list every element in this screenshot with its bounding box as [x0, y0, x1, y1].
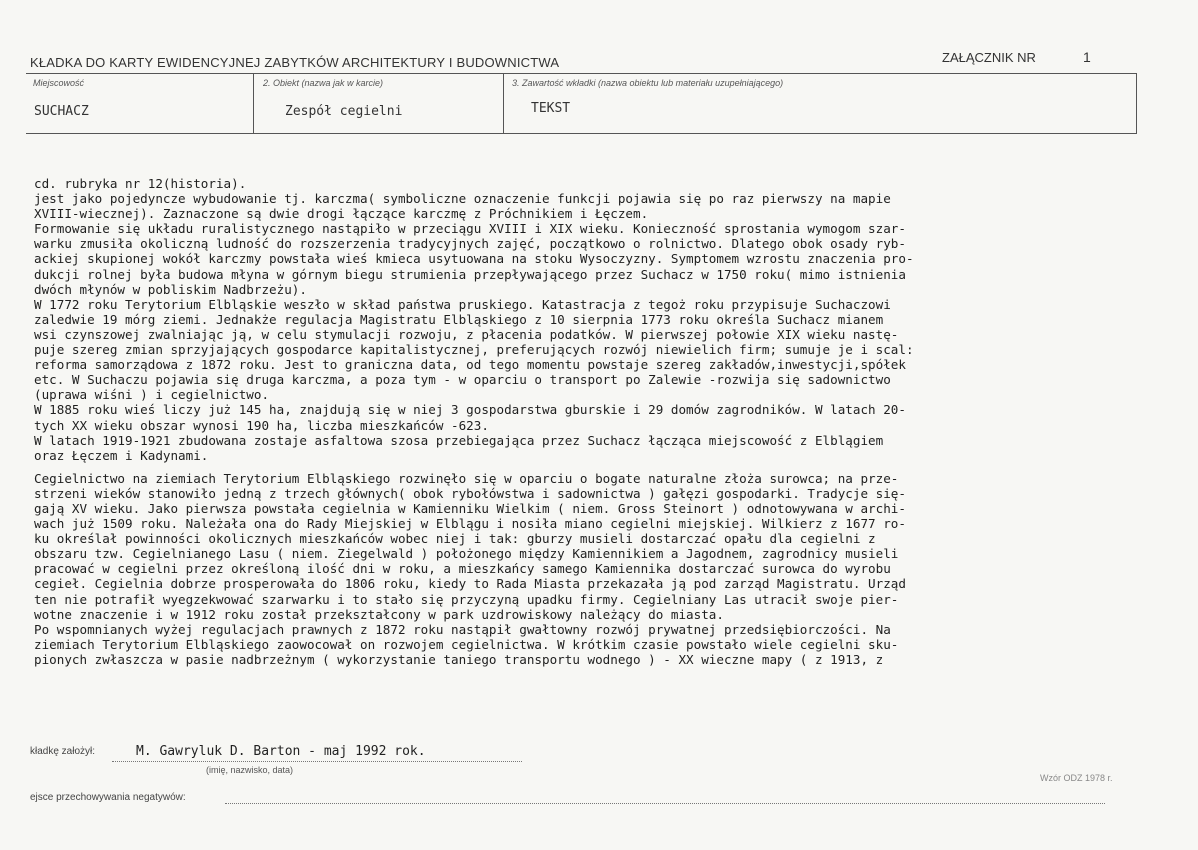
object-label: 2. Obiekt (nazwa jak w karcie) — [263, 78, 384, 88]
text-line: wach już 1509 roku. Należała ona do Rady Miejskiej w Elblągu i nosiła miano cegielni miejskiej. Wilkierz z 1677 ro- — [34, 516, 906, 532]
text-line: wsi czynszowej zwalniając ją, w celu stymulacji rozwoju, z płacenia podatków. W pierwszej połowie XIX wieku nastę- — [34, 326, 899, 342]
negatives-label: ejsce przechowywania negatywów: — [30, 792, 186, 803]
negatives-line — [225, 803, 1105, 804]
text-line: jest jako pojedyncze wybudowanie tj. karczma( symboliczne oznaczenie funkcji pojawia się po raz pierwszy na mapie — [34, 191, 891, 207]
fields-right-edge — [1136, 73, 1137, 134]
fields-divider-1 — [253, 74, 254, 134]
text-line: cegieł. Cegielnia dobrze prosperowała do 1806 roku, kiedy to Rada Miasta przekazała ją pod zarząd Magistratu. Urząd — [34, 576, 906, 592]
text-line: gają XV wieku. Jako pierwsza powstała cegielnia w Kamienniku Wielkim ( niem. Gross Steinort ) odnotowywana w archi- — [34, 500, 906, 516]
text-line: pracować w cegielni przez określoną ilość dni w roku, a mieszkańcy samego Kamiennika dostarczać surowca do wyrobu — [34, 561, 891, 577]
author-value: M. Gawryluk D. Barton - maj 1992 rok. — [136, 744, 426, 759]
text-line: Formowanie się układu ruralistycznego nastąpiło w przeciągu XVIII i XIX wieku. Konieczność sprostania wymogom szar- — [34, 221, 906, 237]
annex-number: 1 — [1083, 49, 1091, 65]
locality-label: Miejscowość — [33, 78, 85, 88]
history-text — [34, 176, 1184, 667]
content-label: 3. Zawartość wkładki (nazwa obiektu lub materiału uzupełniającego) — [512, 78, 784, 88]
print-mark: Wzór ODZ 1978 r. — [1040, 773, 1113, 783]
text-line: wotne znaczenie i w 1912 roku został przekształcony w park uzdrowiskowy należący do miasta. — [34, 606, 724, 622]
author-hint: (imię, nazwisko, data) — [206, 765, 294, 775]
header-rule — [26, 73, 1136, 74]
text-line: etc. W Suchaczu pojawia się druga karczma, a poza tym - w oparciu o transport po Zalewie -rozwija się sadownictwo — [34, 372, 891, 388]
locality-value: SUCHACZ — [34, 104, 89, 119]
author-label: kładkę założył: — [30, 746, 96, 757]
text-line: reforma samorządowa z 1872 roku. Jest to graniczna data, od tego momentu powstaje szereg zakładów,inwestycji,spółek — [34, 357, 906, 373]
paragraph-gap — [34, 463, 1184, 471]
text-line: ackiej skupionej wokół karczmy powstała wieś kmieca usytuowana na stoku Wysoczyzny. Symptomem wzrostu znaczenia pro- — [34, 251, 914, 267]
text-line: Cegielnictwo na ziemiach Terytorium Elbląskiego rozwinęło się w oparciu o bogate naturalne złoża surowca; na prze- — [34, 470, 899, 486]
text-line: warku zmusiła okoliczną ludność do rozszerzenia tradycyjnych zajęć, początkowo o rolnictwo. Dlatego obok osady ryb- — [34, 236, 906, 252]
card-title: KŁADKA DO KARTY EWIDENCYJNEJ ZABYTKÓW ARCHITEKTURY I BUDOWNICTWA — [30, 55, 560, 70]
text-line: pionych zwłaszcza w pasie nadbrzeżnym ( wykorzystanie taniego transportu wodnego ) - XX wieczne mapy ( z 1913, z — [34, 651, 884, 667]
text-line: puje szereg zmian sprzyjających gospodarce kapitalistycznej, preferujących rozwój niewielich firm; sumuje je i scal: — [34, 342, 914, 358]
fields-bottom-rule — [26, 133, 1136, 134]
text-line: W latach 1919-1921 zbudowana zostaje asfaltowa szosa przebiegająca przez Suchacz łącząca miejscowość z Elblągiem — [34, 432, 884, 448]
text-line: oraz Łęczem i Kadynami. — [34, 447, 209, 463]
author-line — [112, 761, 522, 762]
text-line: dwóch młynów w pobliskim Nadbrzeżu). — [34, 281, 307, 297]
content-value: TEKST — [531, 101, 571, 116]
text-line: W 1772 roku Terytorium Elbląskie weszło w skład państwa pruskiego. Katastracja z tegoż roku przypisuje Suchaczowi — [34, 296, 891, 312]
text-line: W 1885 roku wieś liczy już 145 ha, znajdują się w niej 3 gospodarstwa gburskie i 29 domów zagrodników. W latach 20- — [34, 402, 906, 418]
fields-divider-2 — [503, 74, 504, 134]
text-line: strzeni wieków stanowiło jedną z trzech głównych( obok rybołówstwa i sadownictwa ) gałęzi gospodarki. Tradycje się- — [34, 485, 906, 501]
text-line: cd. rubryka nr 12(historia). — [34, 176, 247, 191]
text-line: zaledwie 19 mórg ziemi. Jednakże regulacja Magistratu Elbląskiego z 10 sierpnia 1773 roku określa Suchacz mianem — [34, 311, 884, 327]
object-value: Zespół cegielni — [285, 104, 403, 119]
text-line: Po wspomnianych wyżej regulacjach prawnych z 1872 roku nastąpił gwałtowny rozwój prywatnej przedsiębiorczości. Na — [34, 621, 891, 637]
text-line: obszaru tzw. Cegielnianego Lasu ( niem. Ziegelwald ) położonego między Kamiennikiem a Jagodnem, zagrodnicy musieli — [34, 546, 899, 562]
text-line: ten nie potrafił wyegzekwować szarwarku i to stało się przyczyną upadku firmy. Cegielniany Las utracił swoje pier- — [34, 591, 899, 607]
annex-label: ZAŁĄCZNIK NR — [942, 50, 1036, 65]
text-line: XVIII-wiecznej). Zaznaczone są dwie drogi łączące karczmę z Próchnikiem i Łęczem. — [34, 206, 649, 222]
text-line: tych XX wieku obszar wynosi 190 ha, liczba mieszkańców -623. — [34, 417, 489, 433]
text-line: (uprawa wiśni ) i cegielnictwo. — [34, 387, 270, 403]
text-line: ziemiach Terytorium Elbląskiego zaowocował on rozwojem cegielnictwa. W krótkim czasie powstało wiele cegielni sku- — [34, 636, 899, 652]
text-line: ku określał powinności okolicznych mieszkańców wobec niej i tak: gburzy musieli dostarczać opału dla cegielni z — [34, 531, 876, 547]
text-line: dukcji rolnej była budowa młyna w górnym biegu strumienia przepływającego przez Suchacz w 1750 roku( mimo istnienia — [34, 266, 906, 282]
